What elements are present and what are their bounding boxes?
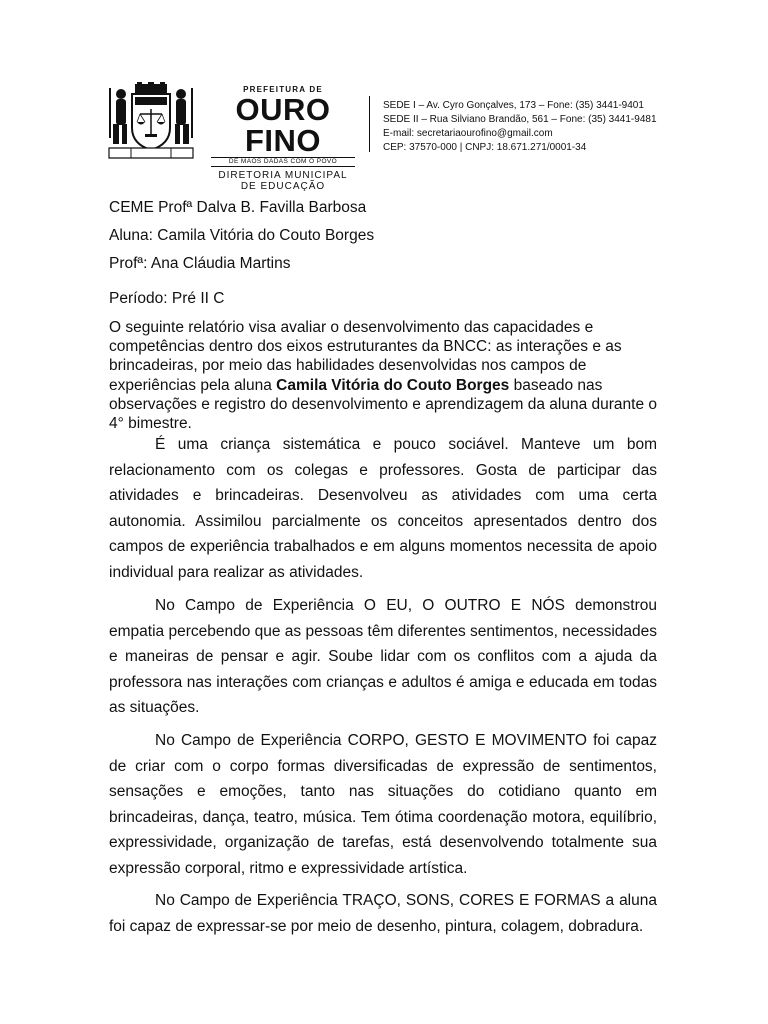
city-name: OURO FINO: [235, 92, 331, 158]
letterhead-brand: [203, 85, 363, 192]
student-name: Aluna: Camila Vitória do Couto Borges: [109, 227, 375, 244]
intro-paragraph: [109, 318, 665, 433]
city-slogan: DE MÃOS DADAS COM O POVO: [211, 157, 355, 167]
school-name: CEME Profª Dalva B. Favilla Barbosa: [109, 199, 367, 216]
paragraph-corpo-gesto-movimento: No Campo de Experiência CORPO, GESTO E MOVIMENTO foi capaz de criar com o corpo formas diversificadas de expressão de sentimentos, sensações e emoções, tanto nas situações do cotidiano quanto em brincadeiras, dança, teatro, música. Tem ótima coordenação motora, equilíbrio, expressividade, organização de tarefas, está desenvolvendo totalmente sua expressão corporal, ritmo e expressividade artística.: [109, 732, 657, 877]
paragraph-eu-outro-nos: No Campo de Experiência O EU, O OUTRO E NÓS demonstrou empatia percebendo que as pessoas têm diferentes sentimentos, necessidades e maneiras de pensar e agir. Soube lidar com os conflitos com a ajuda da professora nas interações com crianças e adultos é amiga e educada em todas as situações.: [109, 597, 658, 717]
contact-line-cep-cnpj: CEP: 37570-000 | CNPJ: 18.671.271/0001-34: [383, 142, 587, 153]
school-period: Período: Pré II C: [109, 290, 225, 307]
contact-line-sede-1: SEDE I – Av. Cyro Gonçalves, 173 – Fone: (35) 3441-9401: [383, 100, 644, 111]
paragraph-traco-sons-cores-formas: No Campo de Experiência TRAÇO, SONS, CORES E FORMAS a aluna foi capaz de expressar-se por meio de desenho, pintura, colagem, dobradura.: [109, 892, 657, 935]
paragraph-general-assessment: É uma criança sistemática e pouco sociável. Manteve um bom relacionamento com os colegas e professores. Gosta de participar das atividades e brincadeiras. Desenvolveu as atividades com uma certa autonomia. Assimilou parcialmente os conceitos apresentados dentro dos campos de experiência trabalhados e em alguns momentos necessita de apoio individual para realizar as atividades.: [109, 436, 657, 581]
prefeitura-label: PREFEITURA DE: [243, 85, 323, 94]
letterhead-contact: [383, 99, 657, 155]
department-line-1: DIRETORIA MUNICIPAL: [218, 170, 348, 181]
intro-text-before: O seguinte relatório visa avaliar o desenvolvimento das capacidades e competências dentro dos eixos estruturantes da BNCC: as interações e as brincadeiras, por meio das habilidades desenvolvidas nos campos de experiências pela aluna: [109, 319, 622, 394]
municipal-coat-of-arms-icon: [105, 82, 197, 160]
intro-student-name: Camila Vitória do Couto Borges: [276, 376, 510, 394]
contact-line-sede-2: SEDE II – Rua Silviano Brandão, 561 – Fone: (35) 3441-9481: [383, 114, 657, 125]
contact-line-email: E-mail: secretariaourofino@gmail.com: [383, 128, 553, 139]
department-line-2: DE EDUCAÇÃO: [240, 181, 326, 192]
letterhead: [105, 82, 665, 192]
letterhead-divider: [369, 96, 370, 152]
intro-text-after: baseado nas observações e registro do desenvolvimento e aprendizagem da aluna durante o 4° bimestre.: [109, 376, 658, 433]
teacher-name: Profª: Ana Cláudia Martins: [109, 255, 291, 272]
